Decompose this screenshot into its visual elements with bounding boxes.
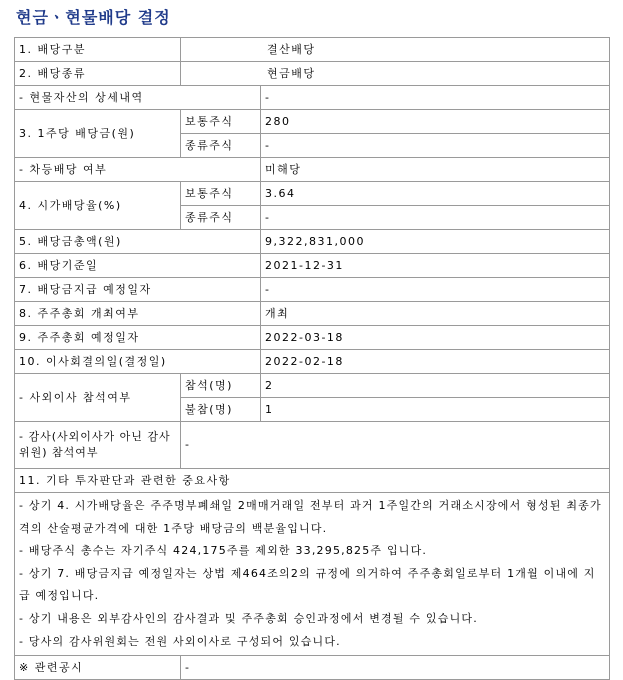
table-row bbox=[15, 469, 610, 493]
table-row bbox=[15, 38, 610, 62]
row-label: 10. 이사회결의일(결정일) bbox=[15, 350, 261, 374]
note-line: - 상기 7. 배당금지급 예정일자는 상법 제464조의2의 규정에 의거하여 주주총회일로부터 1개월 이내에 지급 예정입니다. bbox=[19, 566, 596, 603]
table-row bbox=[15, 158, 610, 182]
notes-row bbox=[15, 493, 610, 656]
row-sublabel: 불참(명) bbox=[181, 398, 261, 422]
row-label: 9. 주주총회 예정일자 bbox=[15, 326, 261, 350]
table-row bbox=[15, 182, 610, 206]
row-label: 1. 배당구분 bbox=[15, 38, 181, 62]
table-row bbox=[15, 302, 610, 326]
row-label: 2. 배당종류 bbox=[15, 62, 181, 86]
row-label: - 현물자산의 상세내역 bbox=[15, 86, 261, 110]
row-sublabel: 종류주식 bbox=[181, 206, 261, 230]
table-row bbox=[15, 422, 610, 469]
row-label: - 사외이사 참석여부 bbox=[15, 374, 181, 422]
row-value: 2 bbox=[261, 374, 610, 398]
table-row bbox=[15, 110, 610, 134]
row-value: 3.64 bbox=[261, 182, 610, 206]
row-value: 9,322,831,000 bbox=[261, 230, 610, 254]
note-line: - 상기 4. 시가배당율은 주주명부폐쇄일 2매매거래일 전부터 과거 1주일간의 거래소시장에서 형성된 최종가격의 산술평균가격에 대한 1주당 배당금의 백분율입니다. bbox=[19, 499, 602, 535]
row-sublabel: 보통주식 bbox=[181, 182, 261, 206]
table-row bbox=[15, 62, 610, 86]
note-line: - 상기 내용은 외부감사인의 감사결과 및 주주총회 승인과정에서 변경될 수 있습니다. bbox=[19, 611, 478, 625]
table-row bbox=[15, 374, 610, 398]
table-row bbox=[15, 656, 610, 680]
row-label: - 감사(사외이사가 아닌 감사위원) 참석여부 bbox=[15, 422, 181, 469]
row-value: - bbox=[261, 278, 610, 302]
row-value: - bbox=[261, 86, 610, 110]
row-value: - bbox=[181, 422, 610, 469]
row-value: 2022-03-18 bbox=[261, 326, 610, 350]
row-label: - 차등배당 여부 bbox=[15, 158, 261, 182]
row-label: 8. 주주총회 개최여부 bbox=[15, 302, 261, 326]
row-value: - bbox=[181, 656, 610, 680]
row-value: 2021-12-31 bbox=[261, 254, 610, 278]
table-row bbox=[15, 278, 610, 302]
table-row bbox=[15, 86, 610, 110]
disclosure-table bbox=[14, 37, 610, 680]
note-line: - 당사의 감사위원회는 전원 사외이사로 구성되어 있습니다. bbox=[19, 634, 341, 648]
row-sublabel: 종류주식 bbox=[181, 134, 261, 158]
table-row bbox=[15, 254, 610, 278]
row-label: 7. 배당금지급 예정일자 bbox=[15, 278, 261, 302]
row-sublabel: 보통주식 bbox=[181, 110, 261, 134]
row-value: 현금배당 bbox=[181, 62, 610, 86]
page-title: 현금ㆍ현물배당 결정 bbox=[16, 8, 171, 27]
row-value: - bbox=[261, 206, 610, 230]
row-value: 280 bbox=[261, 110, 610, 134]
table-row bbox=[15, 326, 610, 350]
row-value: 미해당 bbox=[261, 158, 610, 182]
row-label: 11. 기타 투자판단과 관련한 중요사항 bbox=[15, 469, 610, 493]
row-label: 4. 시가배당율(%) bbox=[15, 182, 181, 230]
row-label: 6. 배당기준일 bbox=[15, 254, 261, 278]
row-label: 3. 1주당 배당금(원) bbox=[15, 110, 181, 158]
row-label: ※ 관련공시 bbox=[15, 656, 181, 680]
row-value: - bbox=[261, 134, 610, 158]
row-sublabel: 참석(명) bbox=[181, 374, 261, 398]
row-value: 개최 bbox=[261, 302, 610, 326]
row-value: 결산배당 bbox=[181, 38, 610, 62]
row-value: 2022-02-18 bbox=[261, 350, 610, 374]
table-row bbox=[15, 350, 610, 374]
row-label: 5. 배당금총액(원) bbox=[15, 230, 261, 254]
note-line: - 배당주식 총수는 자기주식 424,175주를 제외한 33,295,825주 입니다. bbox=[19, 544, 428, 558]
table-row bbox=[15, 230, 610, 254]
notes-cell bbox=[15, 493, 610, 656]
row-value: 1 bbox=[261, 398, 610, 422]
